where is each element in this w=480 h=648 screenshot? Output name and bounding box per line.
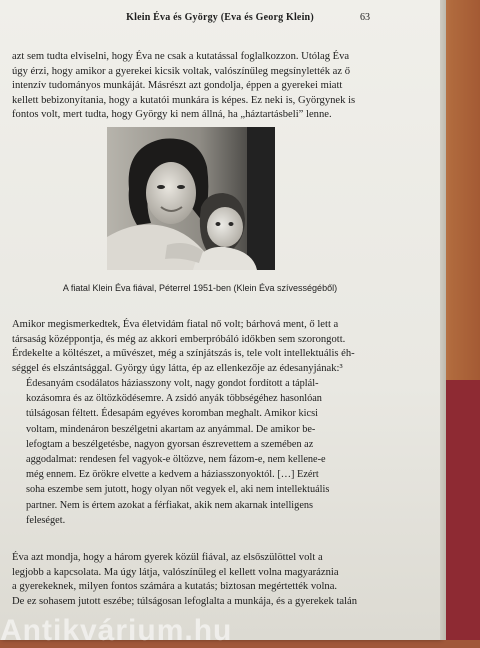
paragraph-line: kellett bebizonyítania, hogy a kutatói munkára is képes. Ez neki is, Györgynek is: [12, 94, 356, 106]
quote-line: kozásomra és az öltözködésemre. A zsidó anyák többségéhez hasonlóan: [26, 393, 322, 405]
paragraph-1: [12, 50, 372, 123]
photo-mother-and-child: [107, 127, 275, 270]
paragraph-line: legjobb a kapcsolata. Ma úgy látja, valószínűleg el kellett volna magyaráznia: [12, 566, 339, 578]
paragraph-line: De ez sohasem jutott eszébe; túlságosan lefoglalta a munkája, és a gyerekek talán: [12, 595, 358, 607]
paragraph-3: [12, 551, 372, 609]
paragraph-line: Éva azt mondja, hogy a három gyerek közül fiával, az elsőszülöttel volt a: [12, 552, 323, 563]
watermark: Antikvárium.hu: [0, 614, 233, 647]
quote-line: lefogtam a beszélgetésbe, nagyon gyorsan észrevettem a szemében az: [26, 438, 314, 450]
quote-line: feleséget.: [26, 514, 66, 526]
photo-illustration: [107, 127, 275, 270]
paragraph-line: intenzív tudományos munkáját. Másrészt azt gondolja, éppen a gyerekei miatt: [12, 80, 343, 92]
paragraph-line: úgy érzi, hogy amikor a gyerekei kicsik voltak, valószínűleg megsínylették az ő: [12, 65, 351, 77]
paragraph-line: a gyerekeknek, milyen fontos számára a kutatás; biztosan megértették volna.: [12, 581, 338, 593]
paragraph-line: fontos volt, mert tudta, hogy György ki nem állná, ha „háztartásbeli” lenne.: [12, 109, 332, 121]
paragraph-line: séggel és elszántsággal. György úgy látta, ép az ellenkezője az édesanyjának:³: [12, 362, 343, 374]
paragraph-line: Érdekelte a költészet, a művészet, még a színjátszás is, tele volt intellektuális éh-: [12, 348, 355, 360]
block-quote: [26, 376, 368, 528]
page-edge: [440, 0, 446, 640]
running-header: Klein Éva és György (Eva és Georg Klein): [126, 12, 314, 23]
paragraph-line: társaság középpontja, és még az akkori emberpróbáló időkben sem szorongott.: [12, 333, 346, 345]
photo-caption: A fiatal Klein Éva fiával, Péterrel 1951-ben (Klein Éva szívességéből): [62, 283, 338, 293]
quote-line: partner. Nem is értem azokat a férfiakat, akik nem akarnak intelligens: [26, 499, 314, 511]
paragraph-2: [12, 318, 372, 376]
page-number: 63: [360, 12, 370, 23]
quote-line: voltam, mindenáron beszélgetni akartam az anyámmal. De amikor be-: [26, 423, 316, 435]
quote-line: túlságosan féltett. Édesapám egyéves koromban meghalt. Amikor kicsi: [26, 408, 318, 420]
paragraph-line: Amikor megismerkedtek, Éva életvidám fiatal nő volt; bárhová ment, ő lett a: [12, 319, 339, 330]
quote-line: aggodalmat: rendesen fel vagyok-e öltözve, nem fázom-e, nem kellene-e: [26, 454, 326, 466]
quote-line: Édesanyám csodálatos háziasszony volt, nagy gondot fordított a táplál-: [26, 378, 319, 389]
quote-line: soha eszembe sem jutott, hogy olyan nőt vegyek el, aki nem intellektuális: [26, 484, 330, 496]
quote-line: még ennem. Ez örökre elvette a kedvem a háziasszonyoktól. […] Ezért: [26, 469, 319, 481]
paragraph-line: azt sem tudta elviselni, hogy Éva ne csak a kutatással foglalkozzon. Utólag Éva: [12, 51, 350, 62]
